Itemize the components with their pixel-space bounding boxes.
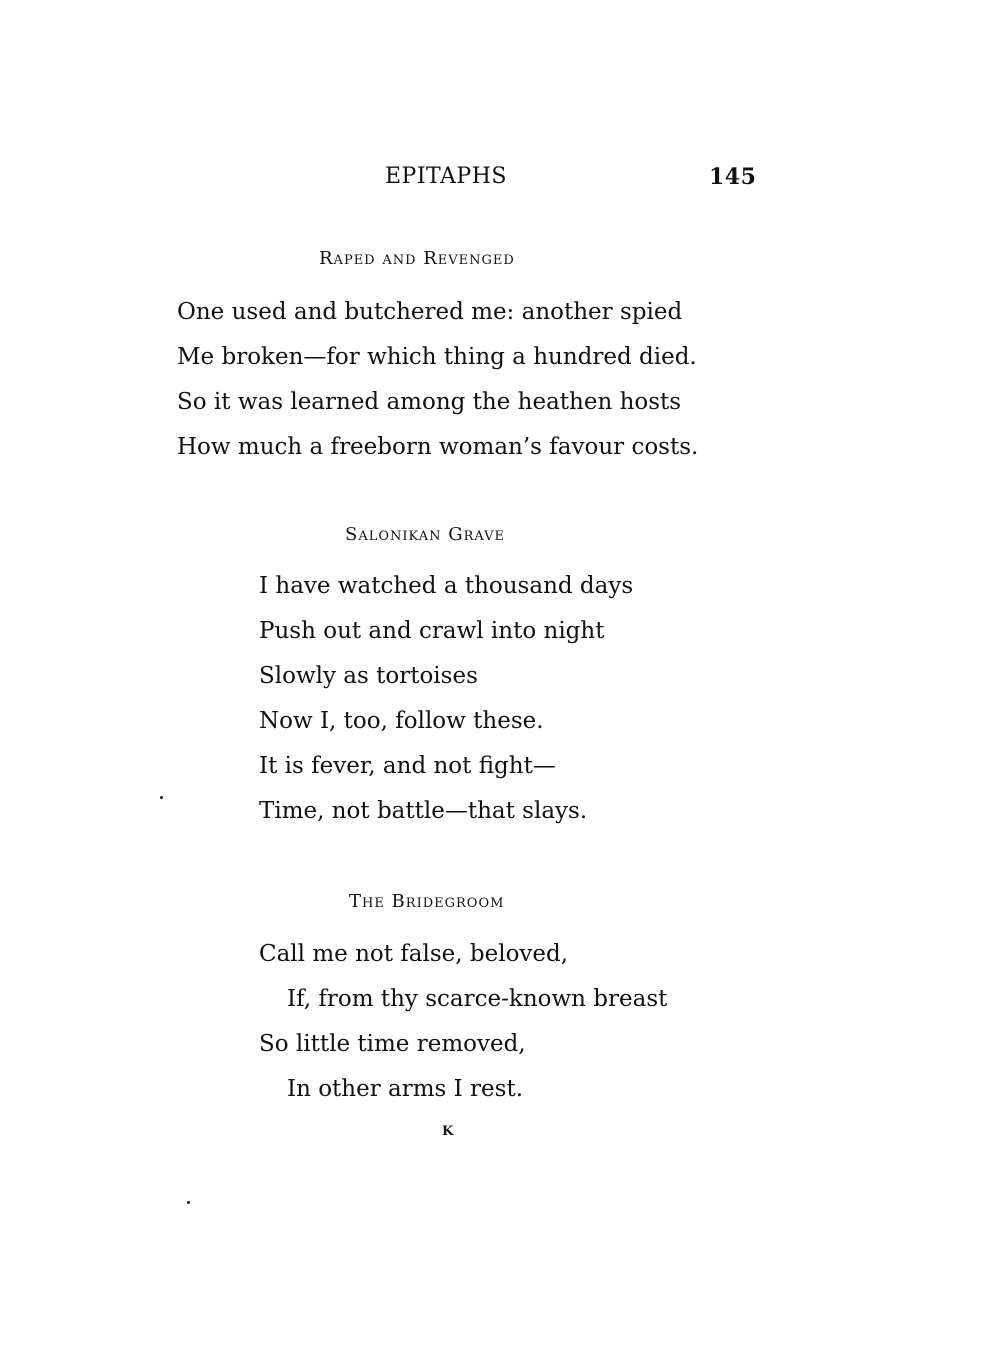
verse-line: It is fever, and not fight—	[259, 753, 556, 779]
poem-title-salonikan-grave: Salonikan Grave	[345, 524, 505, 545]
page-number: 145	[709, 164, 757, 190]
verse-line: One used and butchered me: another spied	[177, 299, 683, 325]
verse-line: I have watched a thousand days	[259, 573, 634, 599]
verse-line: Time, not battle—that slays.	[259, 798, 588, 824]
verse-line-indented: In other arms I rest.	[287, 1076, 524, 1102]
verse-line: So little time removed,	[259, 1031, 526, 1057]
poem-title-raped-and-revenged: Raped and Revenged	[319, 248, 515, 269]
verse-line: Push out and crawl into night	[259, 618, 605, 644]
scan-speck	[187, 1201, 190, 1204]
signature-mark: K	[442, 1124, 454, 1139]
running-title: EPITAPHS	[385, 164, 507, 189]
verse-line-indented: If, from thy scarce-known breast	[287, 986, 668, 1012]
verse-line: Me broken—for which thing a hundred died.	[177, 344, 697, 370]
poem-verse-raped-and-revenged	[177, 290, 698, 470]
verse-line: So it was learned among the heathen hosts	[177, 389, 682, 415]
poem-title-the-bridegroom: The Bridegroom	[349, 891, 505, 912]
verse-line: Call me not false, beloved,	[259, 941, 569, 967]
scan-speck	[160, 796, 163, 799]
verse-line: Slowly as tortoises	[259, 663, 478, 689]
poem-verse-salonikan-grave	[259, 564, 633, 834]
verse-line: How much a freeborn woman’s favour costs.	[177, 434, 699, 460]
poem-verse-the-bridegroom	[259, 932, 667, 1112]
verse-line: Now I, too, follow these.	[259, 708, 544, 734]
